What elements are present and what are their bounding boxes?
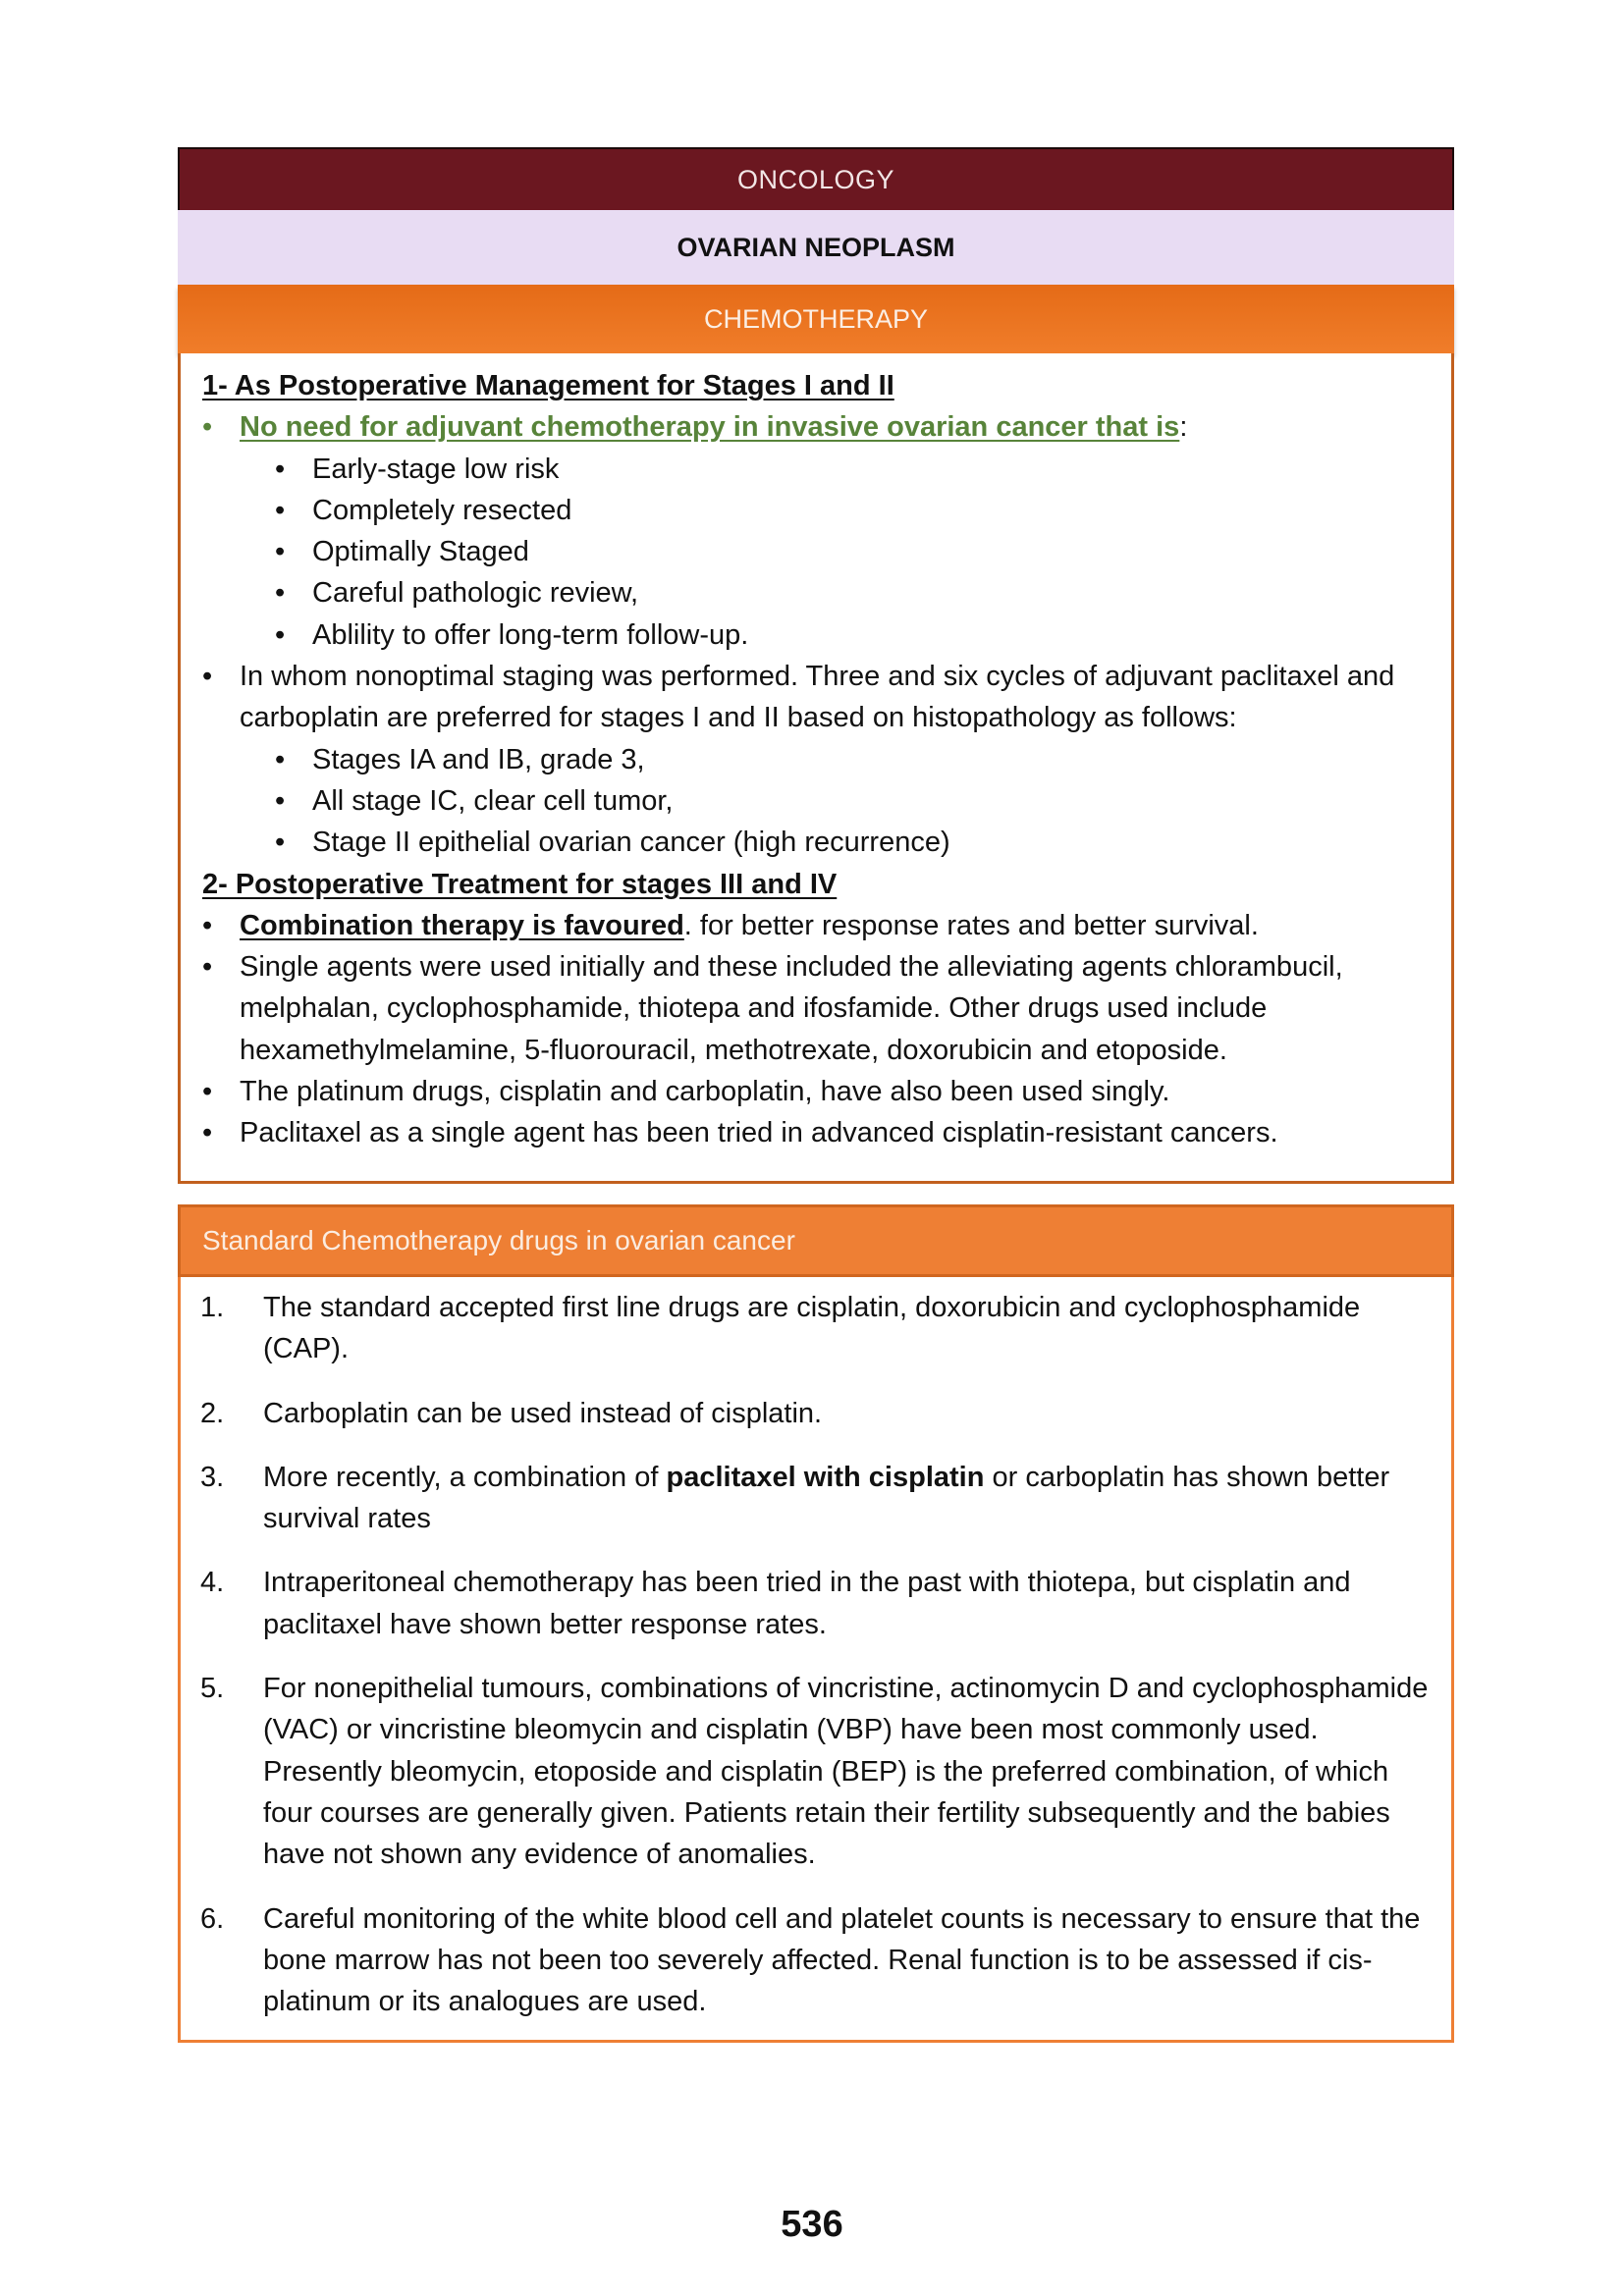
list-item: • Careful pathologic review, [202, 572, 1432, 614]
bullet-icon: • [275, 536, 286, 568]
page-number: 536 [781, 2204, 843, 2245]
list-item: • Stages IA and IB, grade 3, [202, 739, 1432, 780]
bullet-icon: • [202, 661, 213, 693]
nonoptimal-bullet [202, 656, 1432, 739]
list-item: • Paclitaxel as a single agent has been tried in advanced cisplatin-resistant cancers. [202, 1112, 1432, 1153]
list-item: • Combination therapy is favoured. for better response rates and better survival. [202, 905, 1432, 946]
bullet-icon: • [202, 1076, 213, 1108]
bullet-icon: • [202, 411, 213, 444]
numbered-item: 3. More recently, a combination of paclitaxel with cisplatin or carboplatin has shown better survival rates [200, 1461, 1390, 1535]
no-need-bullet: • No need for adjuvant chemotherapy in invasive ovarian cancer that is: [202, 406, 1432, 448]
nonoptimal-text: In whom nonoptimal staging was performed. Three and six cycles of adjuvant paclitaxel and carboplatin are preferred for stages I and II based on histopathology as follows: [240, 661, 1395, 734]
numbered-item: 5. For nonepithelial tumours, combinations of vincristine, actinomycin D and cyclophosphamide (VAC) or vincristine bleomycin and cisplatin (VBP) have been most commonly used. Presently bleomycin, etoposide and cisplatin (BEP) is the preferred combination, of which four courses are generally given. Patients retain their fertility subsequently and the babies have not shown any evidence of anomalies. [200, 1673, 1429, 1871]
no-need-text: No need for adjuvant chemotherapy in invasive ovarian cancer that is [240, 411, 1180, 444]
section-banner [178, 285, 1454, 353]
chemotherapy-panel [178, 353, 1454, 1184]
category-title: ONCOLOGY [736, 164, 895, 194]
bullet-icon: • [202, 1117, 213, 1149]
standard-drugs-panel [178, 1277, 1454, 2043]
bullet-icon: • [275, 453, 286, 485]
bullet-icon: • [275, 618, 286, 651]
bullet-icon: • [202, 951, 213, 984]
bullet-icon: • [275, 784, 286, 817]
category-banner [178, 147, 1454, 210]
list-item: • Single agents were used initially and these included the alleviating agents chlorambucil, melphalan, cyclophosphamide, thiotepa and ifosfamide. Other drugs used include hexamethylmelamine, 5-fluorouracil, methotrexate, doxorubicin and etoposide. [202, 946, 1432, 1071]
list-item: • All stage IC, clear cell tumor, [202, 780, 1432, 822]
emphasis-text: paclitaxel with cisplatin [666, 1461, 985, 1493]
emphasis-text: Combination therapy is favoured [240, 909, 684, 941]
part2-heading: 2- Postoperative Treatment for stages III and IV [202, 868, 838, 900]
numbered-item: 1. The standard accepted first line drugs are cisplatin, doxorubicin and cyclophosphamide (CAP). [200, 1292, 1361, 1365]
bullet-icon: • [275, 494, 286, 526]
numbered-item: 6. Careful monitoring of the white blood cell and platelet counts is necessary to ensure that the bone marrow has not been too severely affected. Renal function is to be assessed if cis-platinum or its analogues are used. [200, 1902, 1421, 2018]
list-item: • Early-stage low risk [202, 449, 1432, 490]
numbered-item: 2. Carboplatin can be used instead of cisplatin. [200, 1397, 823, 1429]
bullet-icon: • [275, 827, 286, 859]
list-item: • Completely resected [202, 490, 1432, 531]
standard-drugs-header [178, 1204, 1454, 1277]
topic-title: OVARIAN NEOPLASM [677, 232, 955, 262]
list-item: • The platinum drugs, cisplatin and carboplatin, have also been used singly. [202, 1071, 1432, 1112]
list-item: • Ablility to offer long-term follow-up. [202, 614, 1432, 656]
bullet-icon: • [275, 577, 286, 610]
topic-banner [178, 210, 1454, 285]
section-title: CHEMOTHERAPY [703, 303, 929, 334]
bullet-icon: • [275, 743, 286, 775]
bullet-icon: • [202, 909, 213, 941]
standard-drugs-list [200, 1287, 1435, 2045]
chemotherapy-content [202, 365, 1432, 1154]
standard-drugs-title: Standard Chemotherapy drugs in ovarian cancer [202, 1225, 795, 1255]
numbered-item: 4. Intraperitoneal chemotherapy has been tried in the past with thiotepa, but cisplatin and paclitaxel have shown better response rates. [200, 1567, 1351, 1640]
list-item: • Stage II epithelial ovarian cancer (high recurrence) [202, 822, 1432, 863]
part1-heading: 1- As Postoperative Management for Stages I and II [202, 370, 894, 401]
list-item: • Optimally Staged [202, 531, 1432, 572]
